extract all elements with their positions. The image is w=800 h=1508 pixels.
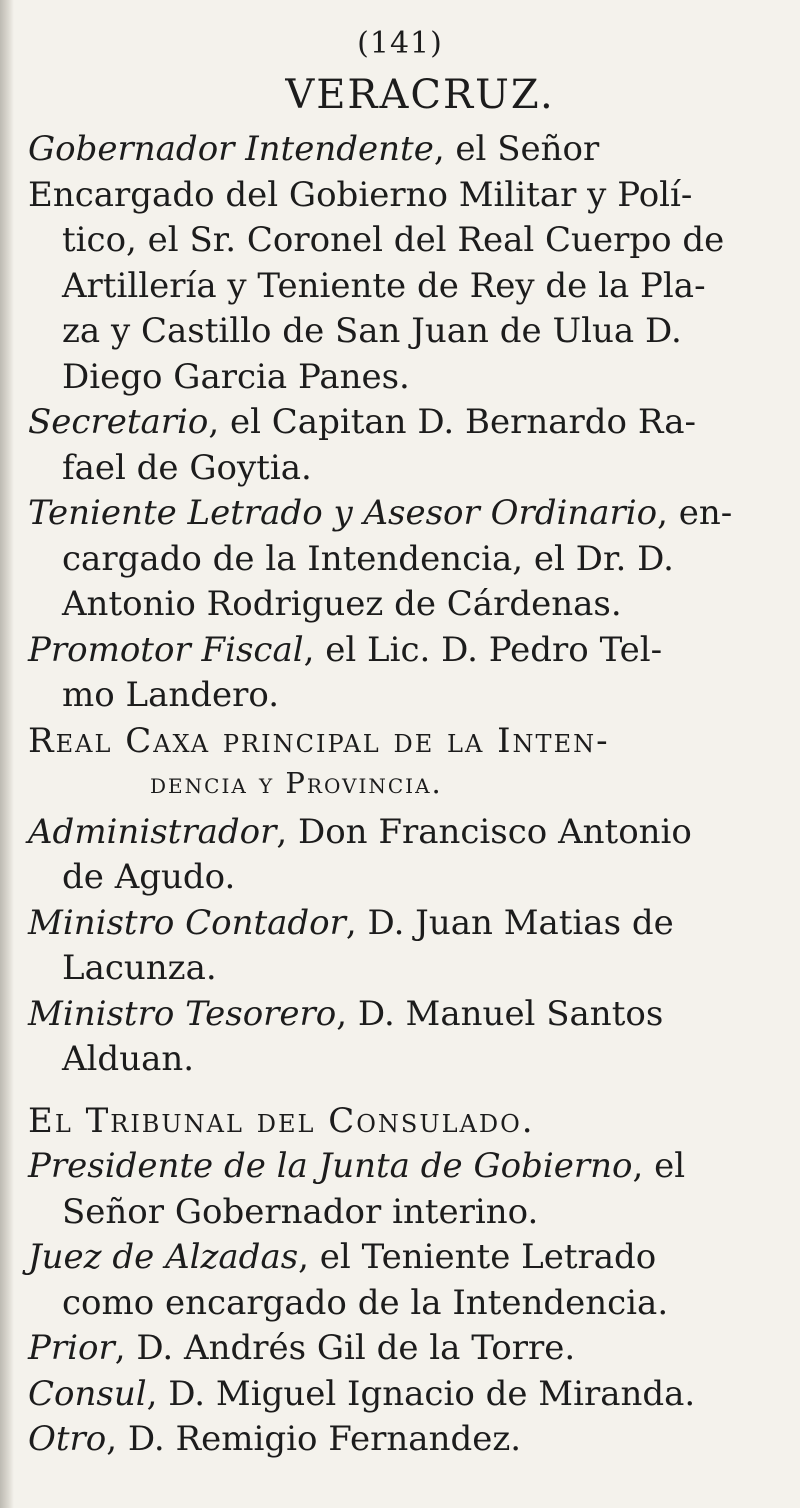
office-title: Ministro Tesorero <box>28 994 337 1034</box>
entry-text-line: fael de Goytia. <box>62 448 312 488</box>
section-heading-veracruz: VERACRUZ. <box>285 72 555 118</box>
entry-text-line: cargado de la Intendencia, el Dr. D. <box>62 539 674 579</box>
entry-ministro-tesorero: Ministro Tesorero, D. Manuel Santos <box>28 994 664 1034</box>
entry-ministro-contador: Ministro Contador, D. Juan Matias de <box>28 903 674 943</box>
entry-text-line: Señor Gobernador interino. <box>62 1192 539 1232</box>
entry-encargado: Encargado del Gobierno Militar y Polí- <box>28 175 693 215</box>
entry-text-line: Lacunza. <box>62 948 217 988</box>
entry-prior: Prior, D. Andrés Gil de la Torre. <box>28 1328 576 1368</box>
entry-text-line: tico, el Sr. Coronel del Real Cuerpo de <box>62 220 725 260</box>
section-heading-real-caxa: Real Caxa principal de la Inten- <box>28 721 610 761</box>
office-title: Gobernador Intendente <box>28 129 434 169</box>
book-spine-shadow <box>0 0 14 1508</box>
entry-secretario: Secretario, el Capitan D. Bernardo Ra- <box>28 402 696 442</box>
entry-text-line: mo Landero. <box>62 675 280 715</box>
office-title: Administrador <box>28 812 277 852</box>
entry-text-line: Artillería y Teniente de Rey de la Pla- <box>62 266 706 306</box>
office-title: Otro <box>28 1419 107 1459</box>
entry-presidente: Presidente de la Junta de Gobierno, el <box>28 1146 686 1186</box>
entry-promotor-fiscal: Promotor Fiscal, el Lic. D. Pedro Tel- <box>28 630 663 670</box>
office-title: Consul <box>28 1374 147 1414</box>
page-number: (141) <box>357 26 443 61</box>
entry-text-line: za y Castillo de San Juan de Ulua D. <box>62 311 682 351</box>
entry-text-line: como encargado de la Intendencia. <box>62 1283 669 1323</box>
entry-text-line: Antonio Rodriguez de Cárdenas. <box>62 584 622 624</box>
office-title: Presidente de la Junta de Gobierno <box>28 1146 633 1186</box>
entry-consul: Consul, D. Miguel Ignacio de Miranda. <box>28 1374 696 1414</box>
section-heading-tribunal-consulado: El Tribunal del Consulado. <box>28 1101 535 1141</box>
office-title: Promotor Fiscal <box>28 630 304 670</box>
entry-juez-alzadas: Juez de Alzadas, el Teniente Letrado <box>28 1237 657 1277</box>
entry-text-line: Diego Garcia Panes. <box>62 357 410 397</box>
office-title: Secretario <box>28 402 209 442</box>
office-title: Teniente Letrado y Asesor Ordinario <box>28 493 658 533</box>
office-title: Juez de Alzadas <box>28 1237 299 1277</box>
entry-text-line: de Agudo. <box>62 857 236 897</box>
section-heading-real-caxa-cont: dencia y Provincia. <box>150 766 443 800</box>
entry-otro: Otro, D. Remigio Fernandez. <box>28 1419 522 1459</box>
office-title: Prior <box>28 1328 115 1368</box>
entry-teniente-letrado: Teniente Letrado y Asesor Ordinario, en- <box>28 493 733 533</box>
office-title: Ministro Contador <box>28 903 346 943</box>
entry-administrador: Administrador, Don Francisco Antonio <box>28 812 692 852</box>
entry-gobernador: Gobernador Intendente, el Señor <box>28 129 600 169</box>
entry-text-line: Alduan. <box>62 1039 195 1079</box>
